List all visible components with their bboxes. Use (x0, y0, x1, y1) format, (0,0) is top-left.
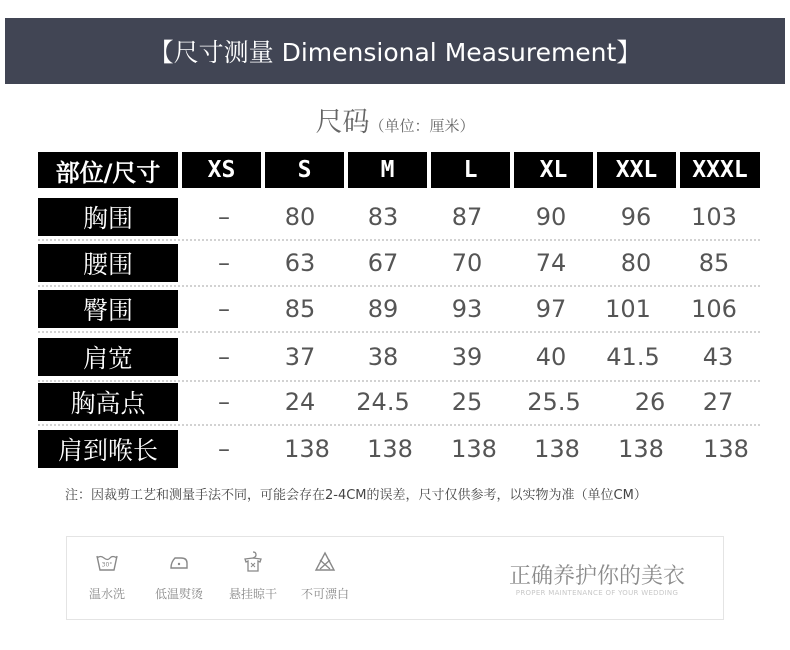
size-table (38, 152, 760, 465)
care-label-wash: 温水洗 (88, 587, 125, 601)
table-cell: 25.5 (527, 388, 581, 416)
table-cell: 90 (535, 203, 567, 231)
row-divider (38, 380, 760, 382)
table-cell: 83 (367, 203, 399, 231)
row-label: 胸围 (38, 198, 178, 236)
care-instructions (66, 536, 724, 620)
table-cell: 138 (534, 435, 580, 463)
measurement-note: 注：因裁剪工艺和测量手法不同，可能会存在2-4CM的误差，尺寸仅供参考，以实物为准（单位CM） (65, 488, 647, 503)
wash-30-icon (94, 549, 120, 575)
care-label-iron: 低温熨烫 (154, 587, 203, 601)
table-cell: – (218, 343, 230, 371)
table-cell: 70 (451, 249, 483, 277)
size-subtitle (0, 100, 790, 139)
table-cell: 27 (702, 388, 734, 416)
table-row (38, 198, 760, 236)
table-cell: 138 (284, 435, 330, 463)
table-cell: 138 (703, 435, 749, 463)
table-cell: 89 (367, 295, 399, 323)
size-subtitle-main: 尺码 (315, 107, 370, 138)
header-cell-xl: XL (514, 152, 593, 188)
care-item-wash (67, 549, 147, 602)
table-cell: – (218, 203, 230, 231)
iron-low-icon (166, 549, 192, 575)
table-cell: – (218, 249, 230, 277)
size-table-header (38, 152, 760, 188)
table-cell: 63 (284, 249, 316, 277)
row-divider (38, 239, 760, 241)
header-cell-xxl: XXL (597, 152, 676, 188)
table-cell: 97 (535, 295, 567, 323)
care-item-hang (213, 549, 293, 602)
table-cell: 37 (284, 343, 316, 371)
table-row (38, 244, 760, 282)
row-divider (38, 424, 760, 426)
table-cell: 74 (535, 249, 567, 277)
table-cell: 80 (284, 203, 316, 231)
care-label-bleach: 不可漂白 (300, 587, 349, 601)
table-cell: 24 (284, 388, 316, 416)
table-cell: 80 (620, 249, 652, 277)
table-cell: 87 (451, 203, 483, 231)
header-cell-xs: XS (182, 152, 261, 188)
table-cell: 85 (284, 295, 316, 323)
header-cell-xxxl: XXXL (680, 152, 760, 188)
table-cell: 93 (451, 295, 483, 323)
table-cell: 41.5 (606, 343, 660, 371)
table-cell: 138 (451, 435, 497, 463)
size-subtitle-unit: （单位：厘米） (369, 117, 475, 135)
row-label: 胸高点 (38, 383, 178, 421)
care-item-iron (139, 549, 219, 602)
table-cell: 138 (367, 435, 413, 463)
care-subtitle: PROPER MAINTENANCE OF YOUR WEDDING (515, 589, 679, 597)
care-title: 正确养护你的美衣 (508, 564, 685, 589)
table-cell: 25 (451, 388, 483, 416)
table-cell: 67 (367, 249, 399, 277)
row-label: 肩到喉长 (38, 430, 178, 468)
row-label: 腰围 (38, 244, 178, 282)
row-divider (38, 331, 760, 333)
table-cell: 40 (535, 343, 567, 371)
care-label-hang: 悬挂晾干 (228, 587, 277, 601)
row-label: 臀围 (38, 290, 178, 328)
no-bleach-icon (312, 549, 338, 575)
row-divider (38, 285, 760, 287)
header-cell-l: L (431, 152, 510, 188)
table-row (38, 430, 760, 468)
banner-title: 【尺寸测量 Dimensional Measurement】 (148, 38, 642, 67)
table-row (38, 290, 760, 328)
table-cell: 138 (618, 435, 664, 463)
table-cell: 96 (620, 203, 652, 231)
table-row (38, 338, 760, 376)
table-cell: 106 (691, 295, 737, 323)
table-cell: – (218, 295, 230, 323)
header-cell-part: 部位/尺寸 (38, 152, 178, 188)
table-cell: 43 (702, 343, 734, 371)
table-cell: 24.5 (356, 388, 410, 416)
table-row (38, 383, 760, 421)
table-cell: 103 (691, 203, 737, 231)
table-cell: 101 (605, 295, 651, 323)
header-cell-m: M (348, 152, 427, 188)
table-cell: 26 (634, 388, 666, 416)
row-label: 肩宽 (38, 338, 178, 376)
svg-text:30°: 30° (101, 561, 113, 569)
header-cell-s: S (265, 152, 344, 188)
table-cell: 39 (451, 343, 483, 371)
table-cell: 38 (367, 343, 399, 371)
table-cell: 85 (698, 249, 730, 277)
table-cell: – (218, 435, 230, 463)
care-item-bleach (285, 549, 365, 602)
table-cell: – (218, 388, 230, 416)
banner (5, 18, 785, 84)
hang-dry-icon (240, 549, 266, 575)
